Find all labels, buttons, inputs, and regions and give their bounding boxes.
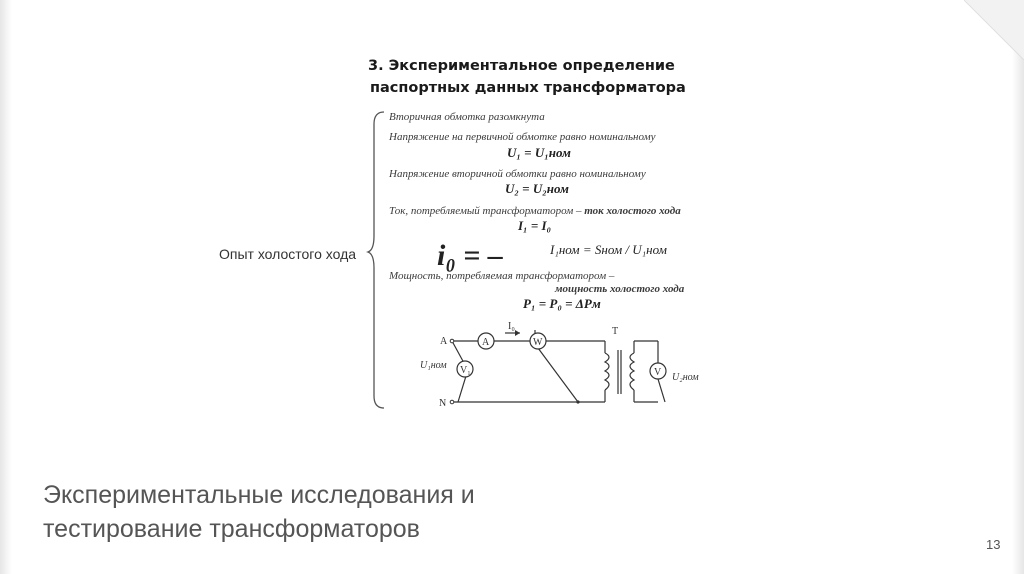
formula-u1: U₁ = U₁ном — [507, 145, 571, 160]
u2-nominal-label: U₂ном — [672, 372, 699, 383]
formula-i1: I₁ = I₀ — [518, 218, 552, 233]
formula-nominal-current: I₁ном = Sном / U₁ном — [550, 242, 667, 257]
current-i0-label: I₀ — [508, 321, 515, 332]
voltmeter-primary-label: V₁ — [460, 365, 471, 376]
u1-nominal-label: U₁ном — [420, 360, 447, 371]
transformer-label: T — [612, 326, 619, 337]
terminal-n-label: N — [439, 398, 447, 409]
circuit-diagram — [420, 318, 720, 418]
no-load-test-label: Опыт холостого хода — [219, 246, 357, 262]
heading-line-1: 3. Экспериментальное определение — [368, 58, 675, 74]
heading-line-2: паспортных данных трансформатора — [370, 80, 686, 96]
formula-big-i0: i₀ = – — [437, 239, 503, 272]
slide-right-shadow — [1012, 0, 1024, 574]
note-power: Мощность, потребляемая трансформатором – — [389, 270, 615, 282]
note-no-load-power: мощность холостого хода — [555, 283, 685, 295]
note-secondary-voltage: Напряжение вторичной обмотки равно номинальному — [389, 168, 646, 180]
slide-title-line-2: тестирование трансформаторов — [43, 515, 420, 543]
formula-power: P₁ = P₀ = ΔPм — [523, 296, 601, 311]
slide-left-shadow — [0, 0, 12, 574]
page-curl-corner — [964, 0, 1024, 60]
voltmeter-secondary-label: V — [654, 367, 662, 378]
note-primary-voltage: Напряжение на первичной обмотке равно номинальному — [389, 131, 656, 143]
note-secondary-open: Вторичная обмотка разомкнута — [389, 111, 545, 123]
note-current-emphasis: ток холостого хода — [584, 205, 681, 217]
formula-u2: U₂ = U₂ном — [505, 181, 569, 196]
slide-title-line-1: Экспериментальные исследования и — [43, 481, 475, 509]
page-number: 13 — [986, 537, 1001, 552]
ammeter-label: A — [482, 337, 490, 348]
note-current — [389, 205, 681, 217]
section-heading — [368, 55, 708, 99]
wattmeter-label: W — [533, 337, 543, 348]
note-current-text: Ток, потребляемый трансформатором – — [389, 205, 585, 217]
curly-brace — [366, 110, 386, 410]
terminal-a-label: A — [440, 336, 448, 347]
slide-title — [43, 478, 475, 546]
